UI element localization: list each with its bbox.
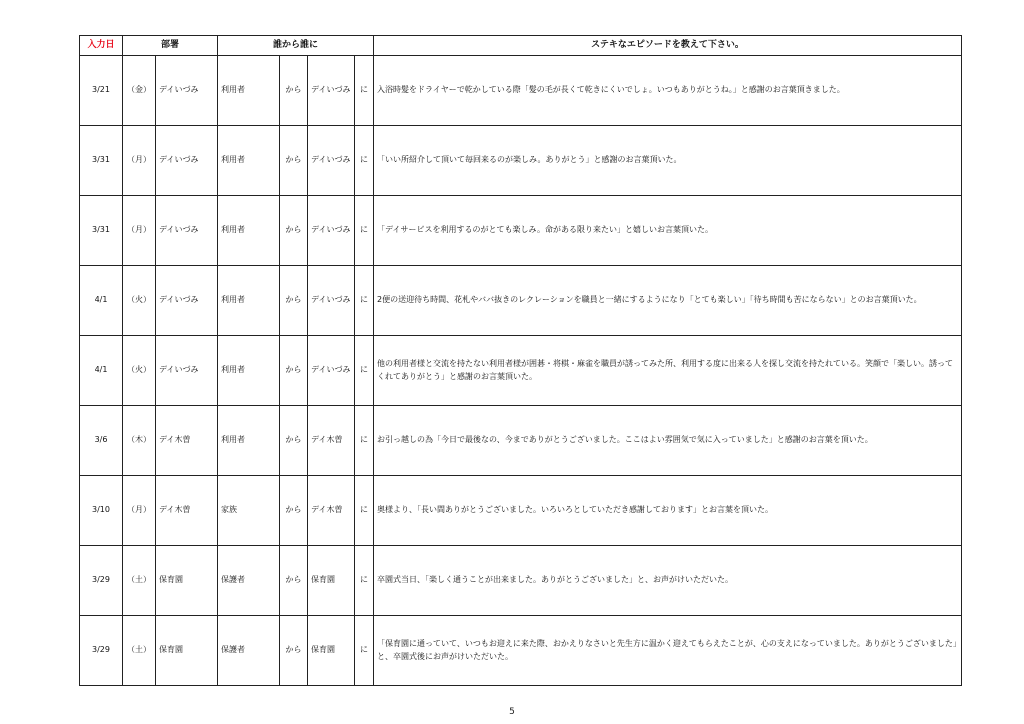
- department: デイ木曽: [156, 406, 218, 476]
- table-row: [80, 196, 962, 266]
- to-particle: に: [355, 126, 374, 196]
- to-particle: に: [355, 406, 374, 476]
- to-particle: に: [355, 196, 374, 266]
- header-episode: ステキなエピソードを教えて下さい。: [374, 36, 962, 56]
- episode-text: 「保育園に通っていて、いつもお迎えに来た際、おかえりなさいと先生方に温かく迎えてもらえたことが、心の支えになっていました。ありがとうございました」と、卒園式後にお声がけいただいた。: [374, 616, 962, 686]
- day-of-week: （月）: [123, 196, 156, 266]
- entry-date: 3/29: [80, 546, 123, 616]
- table-row: [80, 266, 962, 336]
- episode-text: 卒園式当日、「楽しく通うことが出来ました。ありがとうございました」と、お声がけいただいた。: [374, 546, 962, 616]
- from-particle: から: [280, 476, 308, 546]
- to-who: デイいづみ: [308, 266, 355, 336]
- to-who: デイいづみ: [308, 196, 355, 266]
- from-particle: から: [280, 546, 308, 616]
- department: 保育園: [156, 546, 218, 616]
- table-row: [80, 406, 962, 476]
- header-dept: 部署: [123, 36, 218, 56]
- entry-date: 3/31: [80, 196, 123, 266]
- from-who: 利用者: [218, 266, 280, 336]
- episode-text: 他の利用者様と交流を持たない利用者様が囲碁・将棋・麻雀を職員が誘ってみた所、利用する度に出来る人を探し交流を持たれている。笑顔で「楽しい。誘ってくれてありがとう」と感謝のお言葉頂いた。: [374, 336, 962, 406]
- day-of-week: （月）: [123, 126, 156, 196]
- entry-date: 3/10: [80, 476, 123, 546]
- table-row: [80, 616, 962, 686]
- day-of-week: （木）: [123, 406, 156, 476]
- day-of-week: （月）: [123, 476, 156, 546]
- entry-date: 4/1: [80, 266, 123, 336]
- table-row: [80, 56, 962, 126]
- from-particle: から: [280, 196, 308, 266]
- header-who: 誰から誰に: [218, 36, 374, 56]
- entry-date: 3/21: [80, 56, 123, 126]
- episodes-table: [79, 35, 962, 686]
- header-date: 入力日: [80, 36, 123, 56]
- department: デイいづみ: [156, 266, 218, 336]
- table-row: [80, 476, 962, 546]
- department: デイいづみ: [156, 126, 218, 196]
- from-who: 家族: [218, 476, 280, 546]
- header-row: [80, 36, 962, 56]
- entry-date: 3/29: [80, 616, 123, 686]
- episode-text: 2便の送迎待ち時間、花札やババ抜きのレクレーションを職員と一緒にするようになり「とても楽しい」「待ち時間も苦にならない」とのお言葉頂いた。: [374, 266, 962, 336]
- page-number: 5: [509, 707, 515, 717]
- to-who: デイいづみ: [308, 336, 355, 406]
- from-who: 利用者: [218, 196, 280, 266]
- from-particle: から: [280, 406, 308, 476]
- to-who: デイ木曽: [308, 476, 355, 546]
- table-row: [80, 126, 962, 196]
- day-of-week: （火）: [123, 336, 156, 406]
- table-row: [80, 336, 962, 406]
- department: デイいづみ: [156, 196, 218, 266]
- day-of-week: （火）: [123, 266, 156, 336]
- day-of-week: （金）: [123, 56, 156, 126]
- to-particle: に: [355, 546, 374, 616]
- from-particle: から: [280, 616, 308, 686]
- from-particle: から: [280, 336, 308, 406]
- day-of-week: （土）: [123, 546, 156, 616]
- to-particle: に: [355, 616, 374, 686]
- from-particle: から: [280, 266, 308, 336]
- episodes-body: [80, 56, 962, 686]
- from-who: 保護者: [218, 546, 280, 616]
- entry-date: 4/1: [80, 336, 123, 406]
- department: デイ木曽: [156, 476, 218, 546]
- episode-text: 「いい所紹介して頂いて毎回来るのが楽しみ。ありがとう」と感謝のお言葉頂いた。: [374, 126, 962, 196]
- from-who: 保護者: [218, 616, 280, 686]
- entry-date: 3/31: [80, 126, 123, 196]
- episode-text: お引っ越しの為「今日で最後なの、今までありがとうございました。ここはよい雰囲気で気に入っていました」と感謝のお言葉を頂いた。: [374, 406, 962, 476]
- from-particle: から: [280, 56, 308, 126]
- to-particle: に: [355, 476, 374, 546]
- episode-text: 「デイサービスを利用するのがとても楽しみ。命がある限り来たい」と嬉しいお言葉頂いた。: [374, 196, 962, 266]
- department: デイいづみ: [156, 56, 218, 126]
- from-who: 利用者: [218, 126, 280, 196]
- to-who: デイ木曽: [308, 406, 355, 476]
- from-particle: から: [280, 126, 308, 196]
- day-of-week: （土）: [123, 616, 156, 686]
- to-particle: に: [355, 266, 374, 336]
- to-who: 保育園: [308, 546, 355, 616]
- department: 保育園: [156, 616, 218, 686]
- to-who: デイいづみ: [308, 126, 355, 196]
- to-particle: に: [355, 56, 374, 126]
- from-who: 利用者: [218, 56, 280, 126]
- episode-text: 入浴時髪をドライヤーで乾かしている際「髪の毛が長くて乾きにくいでしょ。いつもありがとうね。」と感謝のお言葉頂きました。: [374, 56, 962, 126]
- entry-date: 3/6: [80, 406, 123, 476]
- episode-text: 奥様より、「長い間ありがとうございました。いろいろとしていただき感謝しております」とお言葉を頂いた。: [374, 476, 962, 546]
- table-row: [80, 546, 962, 616]
- to-who: 保育園: [308, 616, 355, 686]
- department: デイいづみ: [156, 336, 218, 406]
- to-who: デイいづみ: [308, 56, 355, 126]
- from-who: 利用者: [218, 336, 280, 406]
- from-who: 利用者: [218, 406, 280, 476]
- to-particle: に: [355, 336, 374, 406]
